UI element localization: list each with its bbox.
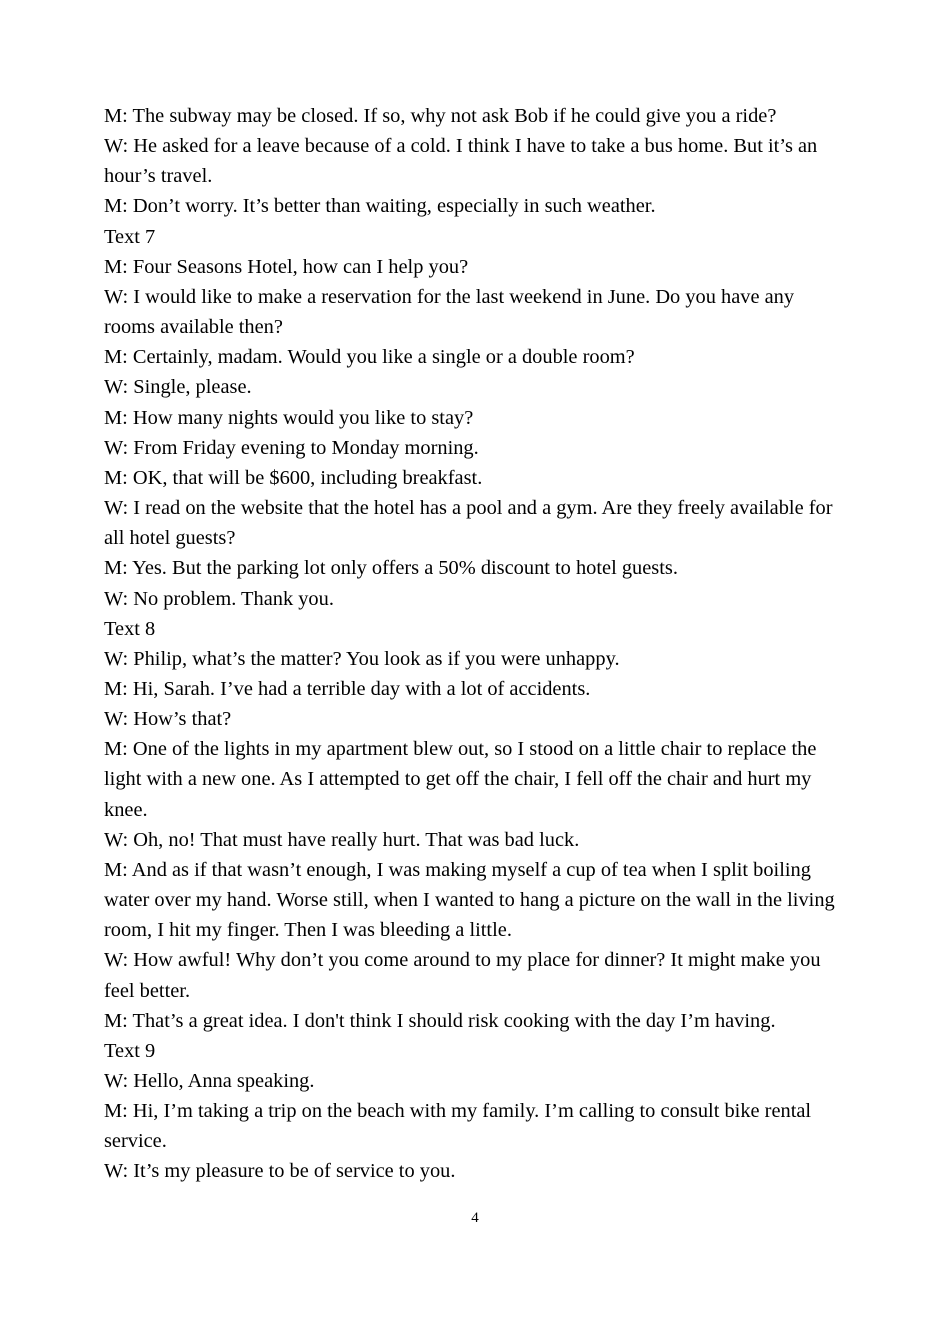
section-heading-text-8: Text 8 [104, 617, 156, 640]
transcript-line: M: The subway may be closed. If so, why not ask Bob if he could give you a ride? [104, 105, 777, 127]
transcript-line: W: He asked for a leave because of a cold. I think I have to take a bus home. But it’s an hour’s travel. [104, 135, 818, 188]
transcript-line: W: I would like to make a reservation for the last weekend in June. Do you have any rooms available then? [104, 285, 795, 339]
section-heading-text-7: Text 7 [104, 225, 156, 248]
transcript-line: W: Hello, Anna speaking. [104, 1070, 315, 1092]
transcript-line: M: How many nights would you like to stay? [104, 406, 474, 429]
transcript-line: M: Hi, Sarah. I’ve had a terrible day with a lot of accidents. [104, 677, 591, 700]
transcript-line: W: Oh, no! That must have really hurt. That was bad luck. [104, 828, 580, 851]
transcript-line: W: I read on the website that the hotel has a pool and a gym. Are they freely available for all hotel guests? [104, 497, 833, 550]
transcript-line: W: Single, please. [104, 376, 252, 399]
transcript-line: M: One of the lights in my apartment blew out, so I stood on a little chair to replace the light with a new one. As I attempted to get off the chair, I fell off the chair and hurt my knee. [104, 738, 817, 821]
transcript-line: M: That’s a great idea. I don't think I should risk cooking with the day I’m having. [104, 1009, 776, 1032]
page-number: 4 [471, 1210, 479, 1226]
transcript-line: W: It’s my pleasure to be of service to you. [104, 1160, 456, 1183]
transcript-line: W: From Friday evening to Monday morning. [104, 436, 479, 459]
transcript-line: W: How awful! Why don’t you come around to my place for dinner? It might make you feel better. [104, 949, 821, 1002]
transcript-line: M: Certainly, madam. Would you like a single or a double room? [104, 346, 635, 369]
transcript-line: W: How’s that? [104, 708, 232, 731]
transcript-line: M: Hi, I’m taking a trip on the beach with my family. I’m calling to consult bike rental service. [104, 1100, 812, 1153]
transcript-line: M: Don’t worry. It’s better than waiting, especially in such weather. [104, 195, 656, 218]
transcript-line: W: Philip, what’s the matter? You look as if you were unhappy. [104, 647, 620, 670]
transcript-line: W: No problem. Thank you. [104, 587, 334, 610]
transcript-line: M: Four Seasons Hotel, how can I help you? [104, 255, 469, 278]
transcript-line: M: OK, that will be $600, including breakfast. [104, 466, 483, 489]
transcript-line: M: And as if that wasn’t enough, I was making myself a cup of tea when I split boiling water over my hand. Worse still, when I wanted to hang a picture on the wall in the living room, I hit my finger. Then I was bleeding a little. [104, 858, 835, 942]
transcript-body [104, 101, 850, 1187]
transcript-line: M: Yes. But the parking lot only offers a 50% discount to hotel guests. [104, 557, 678, 580]
section-heading-text-9: Text 9 [104, 1039, 156, 1062]
